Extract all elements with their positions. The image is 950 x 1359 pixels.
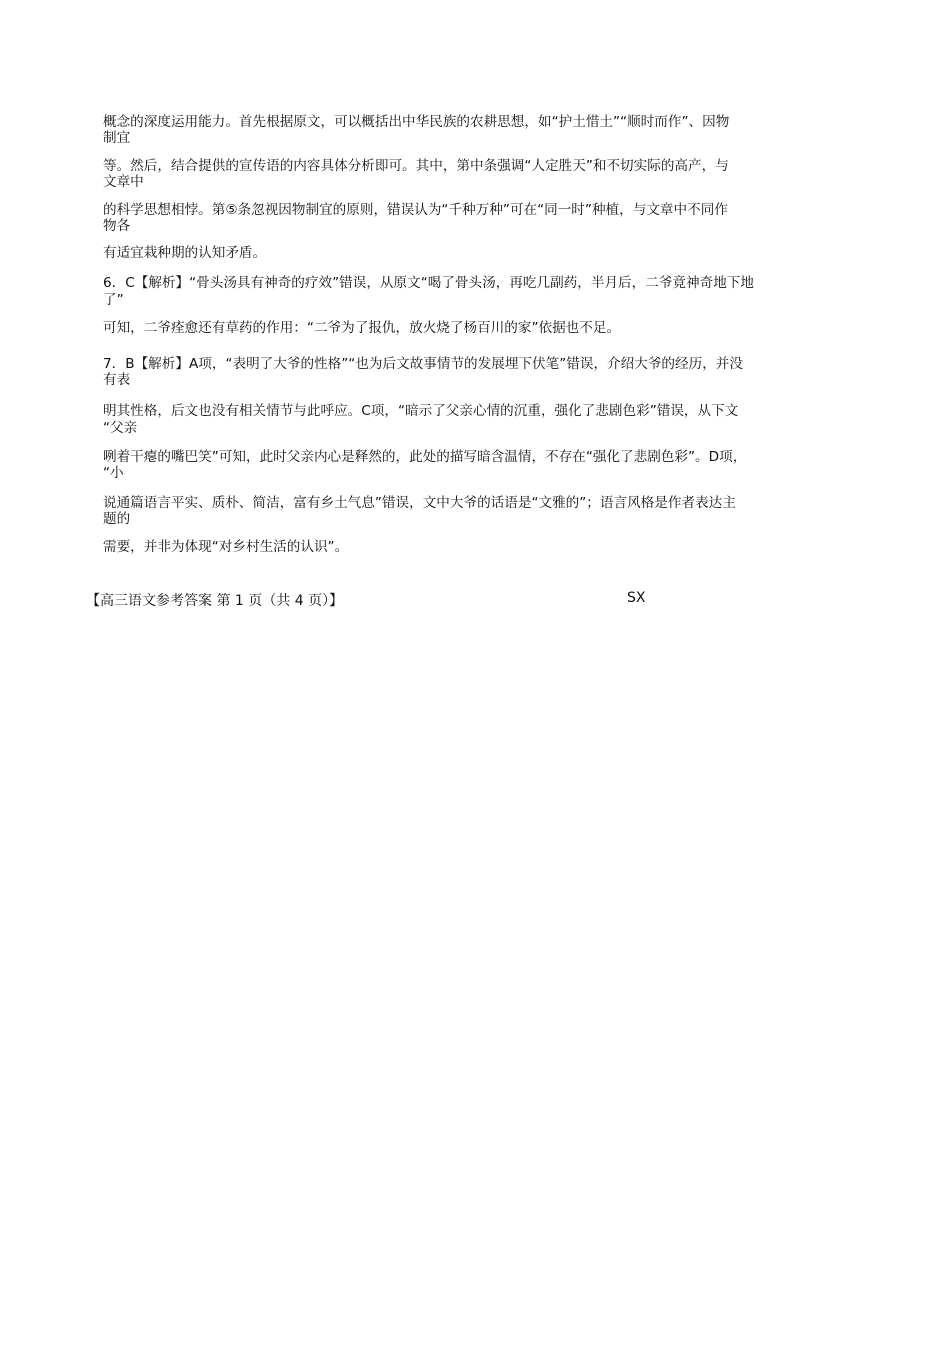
text-line: “小 — [103, 465, 124, 481]
page-footer-label: 【高三语文参考答案 第 1 页（共 4 页）】 — [86, 593, 344, 609]
text-line: 物各 — [103, 218, 131, 234]
text-line: 咧着干瘪的嘴巴笑”可知，此时父亲内心是释然的，此处的描写暗含温情，不存在“强化了悲剧色彩”。D项， — [103, 449, 747, 465]
page-footer-code: SX — [627, 590, 646, 606]
text-line: 制宜 — [103, 130, 131, 146]
answer-6-line: 6．C【解析】“骨头汤具有神奇的疗效”错误，从原文“喝了骨头汤，再吃几副药，半月后，二爷竟神奇地下地 — [103, 275, 754, 291]
text-line: 文章中 — [103, 174, 144, 190]
text-line: 有适宜栽种期的认知矛盾。 — [103, 245, 267, 261]
text-line: 了” — [103, 292, 124, 308]
answer-7-line: 7．B【解析】A项，“表明了大爷的性格”“也为后文故事情节的发展埋下伏笔”错误，介绍大爷的经历，并没 — [103, 356, 743, 372]
text-line: 明其性格，后文也没有相关情节与此呼应。C项，“暗示了父亲心情的沉重，强化了悲剧色彩”错误，从下文 — [103, 403, 739, 419]
text-line: 等。然后，结合提供的宣传语的内容具体分析即可。其中，第中条强调“人定胜天”和不切实际的高产，与 — [103, 158, 729, 174]
text-line: 说通篇语言平实、质朴、简洁，富有乡土气息”错误，文中大爷的话语是“文雅的”；语言风格是作者表达主 — [103, 495, 736, 511]
text-line: “父亲 — [103, 420, 138, 436]
text-line: 需要，并非为体现“对乡村生活的认识”。 — [103, 539, 349, 555]
text-line: 的科学思想相悖。第⑤条忽视因物制宜的原则，错误认为“千种万种”可在“同一时”种植，与文章中不同作 — [103, 202, 728, 218]
text-line: 可知，二爷痊愈还有草药的作用：“二爷为了报仇，放火烧了杨百川的家”依据也不足。 — [103, 320, 621, 336]
text-line: 概念的深度运用能力。首先根据原文，可以概括出中华民族的农耕思想，如“护土惜土”“顺时而作”、因物 — [103, 114, 730, 130]
text-line: 有表 — [103, 372, 131, 388]
text-line: 题的 — [103, 511, 131, 527]
